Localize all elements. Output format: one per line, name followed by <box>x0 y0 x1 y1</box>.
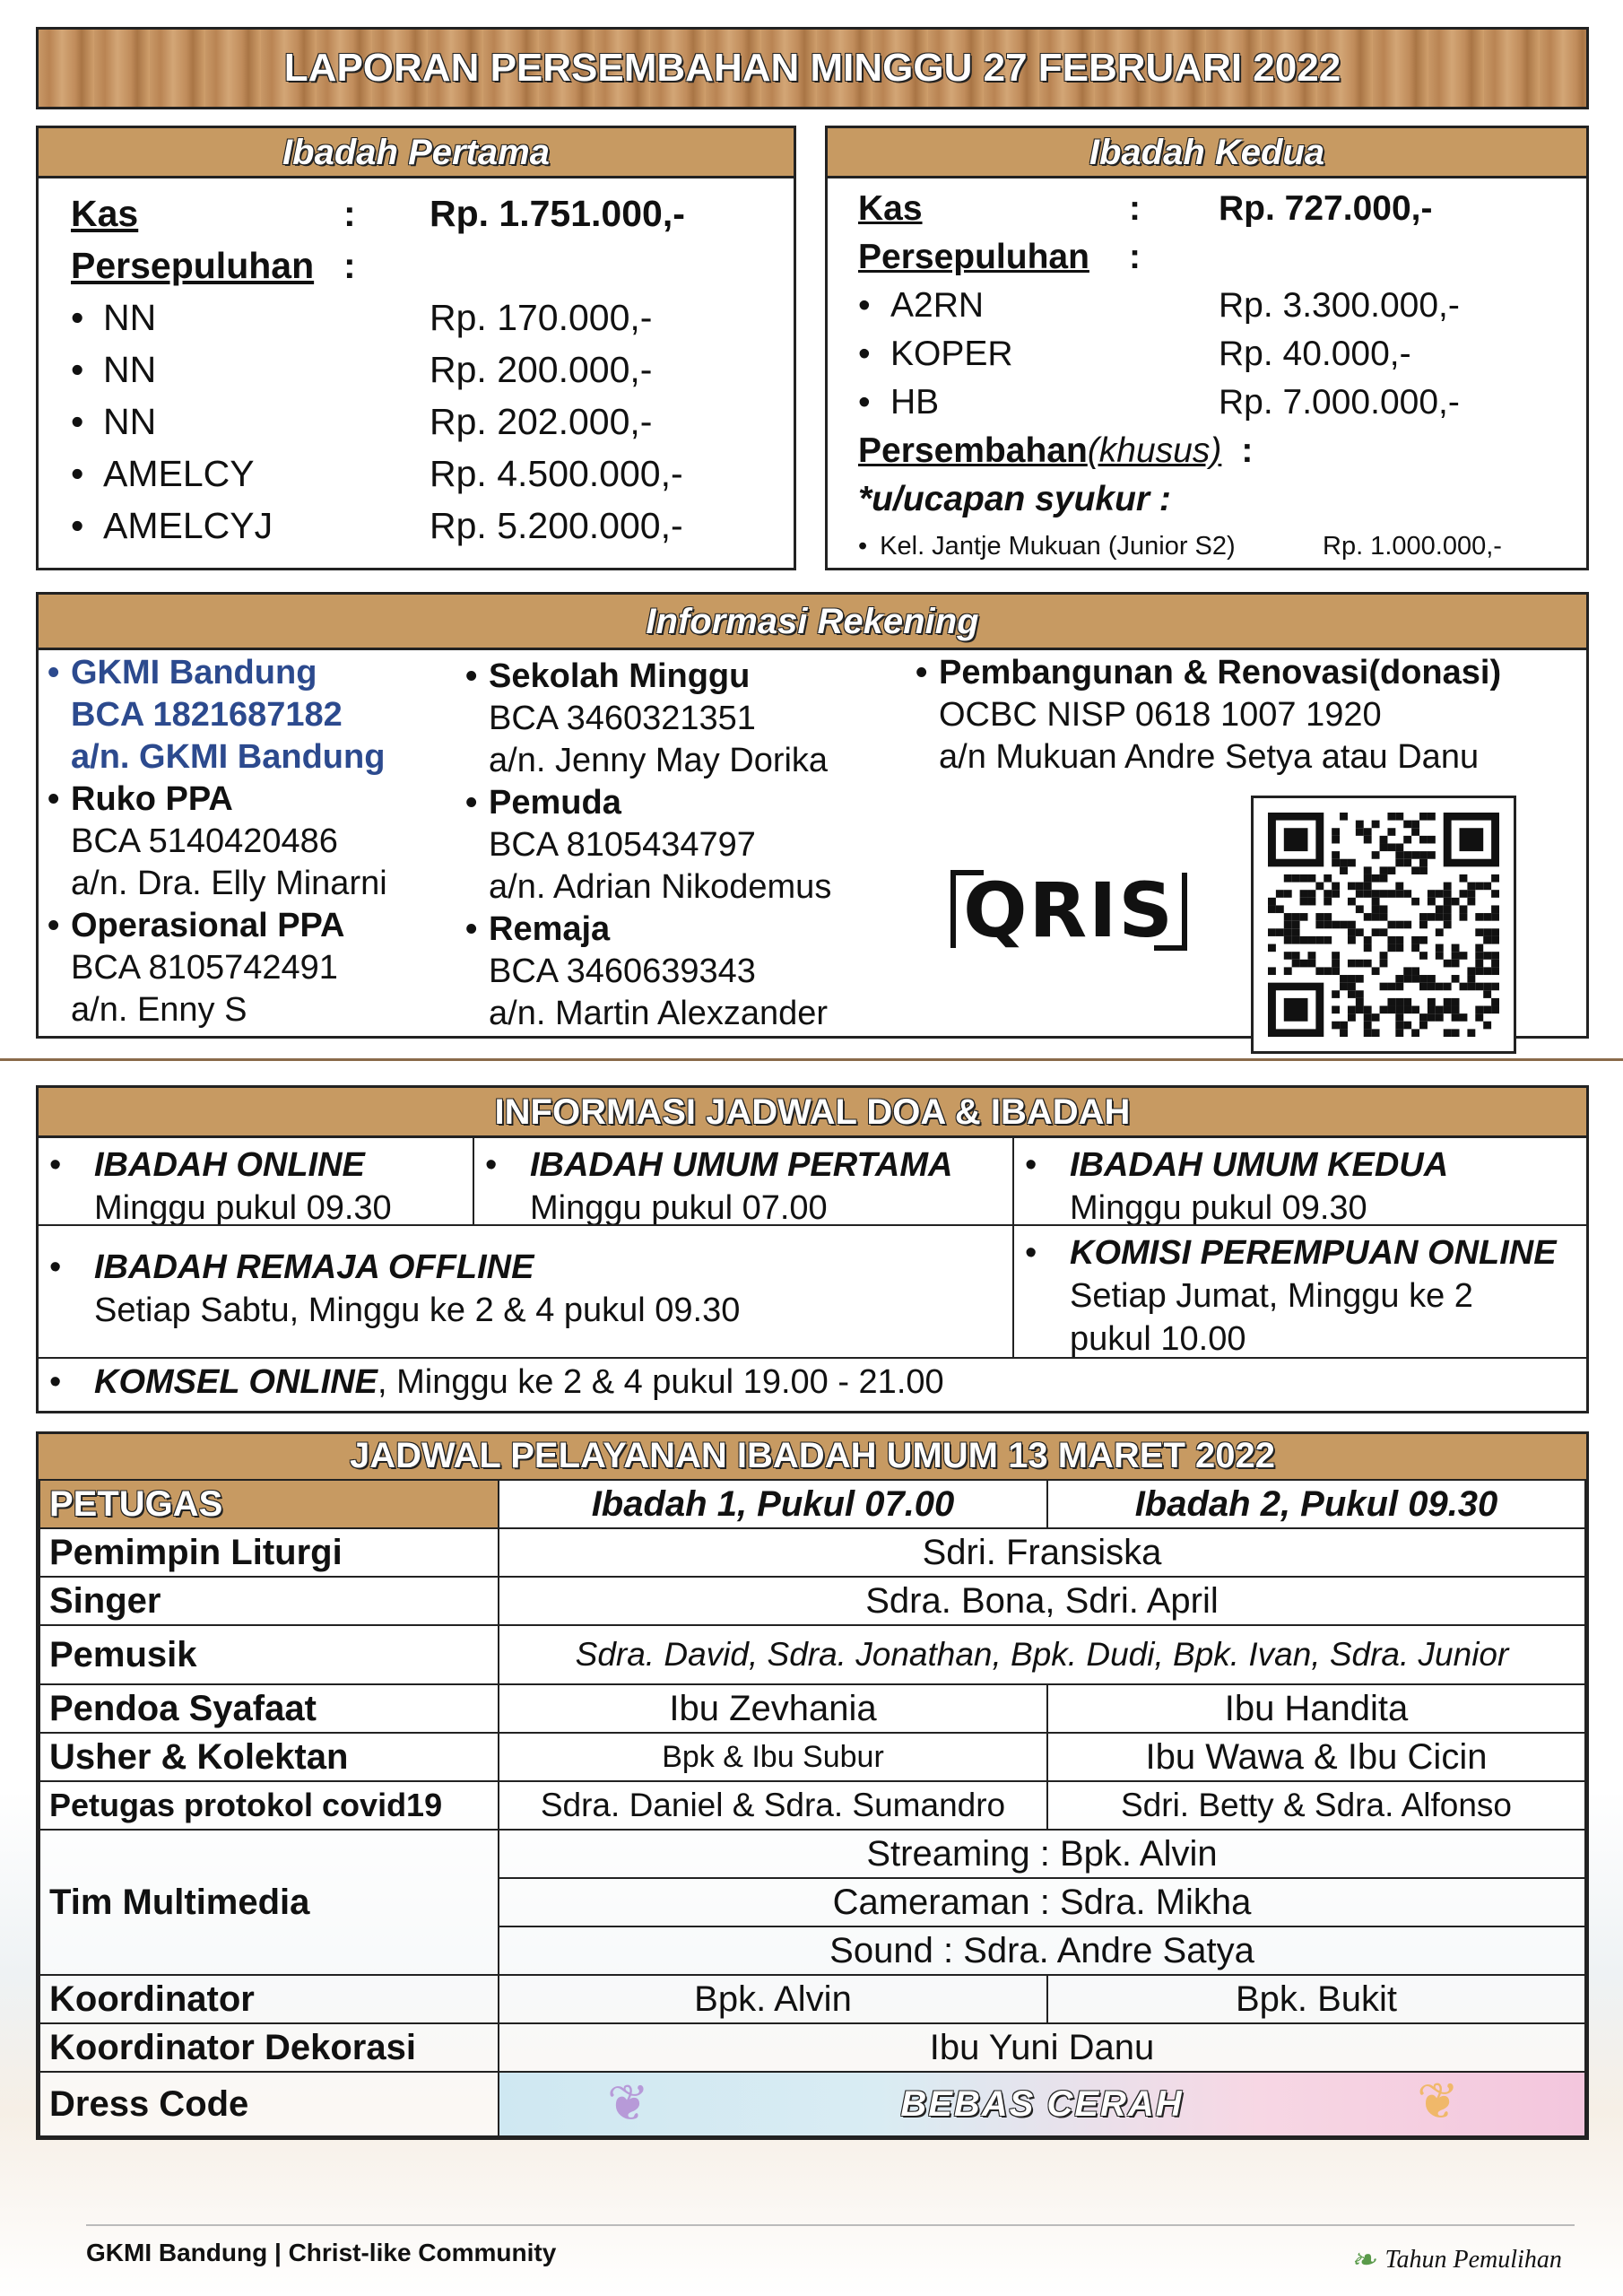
ucapan-syukur-label: *u/ucapan syukur : <box>858 480 1171 518</box>
header-petugas: PETUGAS <box>39 1480 499 1528</box>
account-number: BCA 1821687182 <box>71 696 343 734</box>
row-label: Singer <box>39 1577 499 1625</box>
ibadah-pertama-title: Ibadah Pertama <box>39 128 794 178</box>
amount: Rp. 200.000,- <box>430 349 653 390</box>
table-row <box>39 2023 1585 2072</box>
account-number: OCBC NISP 0618 1007 1920 <box>939 696 1382 734</box>
umum-kedua-cell: • IBADAH UMUM KEDUA Minggu pukul 09.30 <box>1012 1138 1586 1226</box>
row-value: Sdra. David, Sdra. Jonathan, Bpk. Dudi, Bpk. Ivan, Sdra. Junior <box>499 1625 1585 1684</box>
account-name: • Ruko PPA <box>48 780 233 818</box>
pelayanan-panel <box>36 1431 1589 2140</box>
row-value-2: Ibu Wawa & Ibu Cicin <box>1047 1733 1585 1781</box>
row-label: Pemusik <box>39 1625 499 1684</box>
account-number: BCA 8105434797 <box>489 826 756 864</box>
leaf-icon: ❧ <box>1350 2244 1376 2277</box>
row-value-1: Bpk. Alvin <box>499 1975 1047 2023</box>
ucapan-item: • Kel. Jantje Mukuan (Junior S2) <box>858 532 1236 561</box>
account-holder: a/n. Enny S <box>71 991 247 1029</box>
qr-code[interactable] <box>1251 796 1516 1054</box>
list-item: • NN <box>71 297 157 338</box>
rekening-title: Informasi Rekening <box>39 595 1586 650</box>
row-value-1: Bpk & Ibu Subur <box>499 1733 1047 1781</box>
amount: Rp. 4.500.000,- <box>430 453 683 494</box>
amount: Rp. 5.200.000,- <box>430 505 683 546</box>
table-row <box>39 1830 1585 1878</box>
qris-logo: QRIS <box>948 865 1190 955</box>
section-divider <box>0 1058 1623 1061</box>
rekening-panel <box>36 592 1589 1039</box>
account-holder: a/n. Dra. Elly Minarni <box>71 865 387 902</box>
account-holder: a/n. Martin Alexzander <box>489 995 829 1032</box>
account-holder: a/n. Adrian Nikodemus <box>489 868 832 906</box>
amount: Rp. 40.000,- <box>1219 335 1411 373</box>
row-label: Usher & Kolektan <box>39 1733 499 1781</box>
row-value-2: Sdri. Betty & Sdra. Alfonso <box>1047 1781 1585 1830</box>
leaf-decoration-icon: ❦ <box>607 2074 649 2131</box>
kas-value: Rp. 1.751.000,- <box>430 193 685 234</box>
account-number: BCA 3460321351 <box>489 700 756 737</box>
ucapan-amount: Rp. 1.000.000,- <box>1323 532 1502 561</box>
kas-separator: : <box>1129 189 1141 228</box>
table-row <box>39 1684 1585 1733</box>
kas-value: Rp. 727.000,- <box>1219 189 1433 228</box>
jadwal-doa-panel <box>36 1085 1589 1413</box>
list-item: • A2RN <box>858 286 985 325</box>
persepuluhan-label: Persepuluhan <box>71 245 315 286</box>
account-number: BCA 8105742491 <box>71 949 338 987</box>
header-ibadah-2: Ibadah 2, Pukul 09.30 <box>1047 1480 1585 1528</box>
amount: Rp. 170.000,- <box>430 297 653 338</box>
header-ibadah-1: Ibadah 1, Pukul 07.00 <box>499 1480 1047 1528</box>
jadwal-doa-title: INFORMASI JADWAL DOA & IBADAH <box>39 1088 1586 1138</box>
amount: Rp. 3.300.000,- <box>1219 286 1460 325</box>
row-label: Koordinator <box>39 1975 499 2023</box>
account-name: • Remaja <box>465 910 611 948</box>
leaf-decoration-icon: ❦ <box>1417 2073 1459 2129</box>
row-value: Streaming : Bpk. Alvin <box>499 1830 1585 1878</box>
rekening-col-3 <box>916 652 1501 778</box>
persepuluhan-separator: : <box>343 245 356 286</box>
list-item: • NN <box>71 349 157 390</box>
account-holder: a/n. Jenny May Dorika <box>489 742 829 779</box>
amount: Rp. 7.000.000,- <box>1219 383 1460 422</box>
pelayanan-table <box>39 1479 1586 2137</box>
pelayanan-title: JADWAL PELAYANAN IBADAH UMUM 13 MARET 2022 <box>39 1434 1586 1479</box>
table-row <box>39 1528 1585 1577</box>
footer-right: ❧ Tahun Pemulihan <box>1350 2244 1562 2277</box>
list-item: • AMELCYJ <box>71 505 273 546</box>
row-value-2: Ibu Handita <box>1047 1684 1585 1733</box>
persepuluhan-separator: : <box>1129 238 1141 276</box>
ibadah-online-cell: • IBADAH ONLINE Minggu pukul 09.30 <box>39 1138 474 1226</box>
kas-label: Kas <box>71 193 139 234</box>
amount: Rp. 202.000,- <box>430 401 653 442</box>
account-name: • GKMI Bandung <box>48 654 317 691</box>
list-item: • NN <box>71 401 157 442</box>
account-name: • Sekolah Minggu <box>465 657 751 695</box>
remaja-cell: • IBADAH REMAJA OFFLINE Setiap Sabtu, Minggu ke 2 & 4 pukul 09.30 <box>39 1224 1014 1359</box>
account-holder: a/n Mukuan Andre Setya atau Danu <box>939 738 1480 776</box>
komsel-cell: • KOMSEL ONLINE, Minggu ke 2 & 4 pukul 19.00 - 21.00 <box>49 1363 944 1401</box>
row-value: Sound : Sdra. Andre Satya <box>499 1926 1585 1975</box>
header-banner <box>36 27 1589 109</box>
table-row <box>39 1733 1585 1781</box>
account-name: • Pemuda <box>465 784 621 822</box>
list-item: • KOPER <box>858 335 1013 373</box>
row-value: Sdra. Bona, Sdri. April <box>499 1577 1585 1625</box>
row-label: Petugas protokol covid19 <box>39 1781 499 1830</box>
kas-separator: : <box>343 193 356 234</box>
footer-left: GKMI Bandung | Christ-like Community <box>86 2239 557 2266</box>
account-holder: a/n. GKMI Bandung <box>71 738 386 776</box>
row-value-1: Sdra. Daniel & Sdra. Sumandro <box>499 1781 1047 1830</box>
table-row <box>39 1577 1585 1625</box>
account-name: • Operasional PPA <box>48 907 345 944</box>
account-number: BCA 5140420486 <box>71 822 338 860</box>
row-value-2: Bpk. Bukit <box>1047 1975 1585 2023</box>
qr-code-icon <box>1268 813 1499 1037</box>
page-title: LAPORAN PERSEMBAHAN MINGGU 27 FEBRUARI 2022 <box>283 46 1341 90</box>
account-number: BCA 3460639343 <box>489 952 756 990</box>
list-item: • AMELCY <box>71 453 255 494</box>
ibadah-kedua-title: Ibadah Kedua <box>828 128 1586 178</box>
row-value: Sdri. Fransiska <box>499 1528 1585 1577</box>
row-label: Tim Multimedia <box>39 1830 499 1975</box>
list-item: • HB <box>858 383 940 422</box>
table-header-row <box>39 1480 1585 1528</box>
komisi-cell: • KOMISI PEREMPUAN ONLINE Setiap Jumat, Minggu ke 2 pukul 10.00 <box>1012 1224 1586 1359</box>
table-row <box>39 1975 1585 2023</box>
table-row <box>39 1625 1585 1684</box>
umum-pertama-cell: • IBADAH UMUM PERTAMA Minggu pukul 07.00 <box>473 1138 1014 1226</box>
table-row <box>39 1781 1585 1830</box>
kas-label: Kas <box>858 189 923 228</box>
row-label: Pemimpin Liturgi <box>39 1528 499 1577</box>
row-value: Cameraman : Sdra. Mikha <box>499 1878 1585 1926</box>
row-label: Koordinator Dekorasi <box>39 2023 499 2072</box>
ibadah-pertama-panel <box>36 126 796 570</box>
row-value: Ibu Yuni Danu <box>499 2023 1585 2072</box>
row-label: Pendoa Syafaat <box>39 1684 499 1733</box>
dress-code-value: ❦ ❦ BEBAS CERAH <box>499 2072 1585 2136</box>
persembahan-khusus-label: Persembahan (khusus) : <box>858 431 1254 470</box>
row-value-1: Ibu Zevhania <box>499 1684 1047 1733</box>
persepuluhan-label: Persepuluhan <box>858 238 1089 276</box>
row-label: Dress Code <box>39 2072 499 2136</box>
account-name: • Pembangunan & Renovasi(donasi) <box>916 654 1502 691</box>
rekening-col-2 <box>465 656 831 1035</box>
ibadah-kedua-panel <box>825 126 1589 570</box>
table-row <box>39 2072 1585 2136</box>
rekening-col-1 <box>48 652 387 1031</box>
footer-divider <box>86 2224 1575 2226</box>
